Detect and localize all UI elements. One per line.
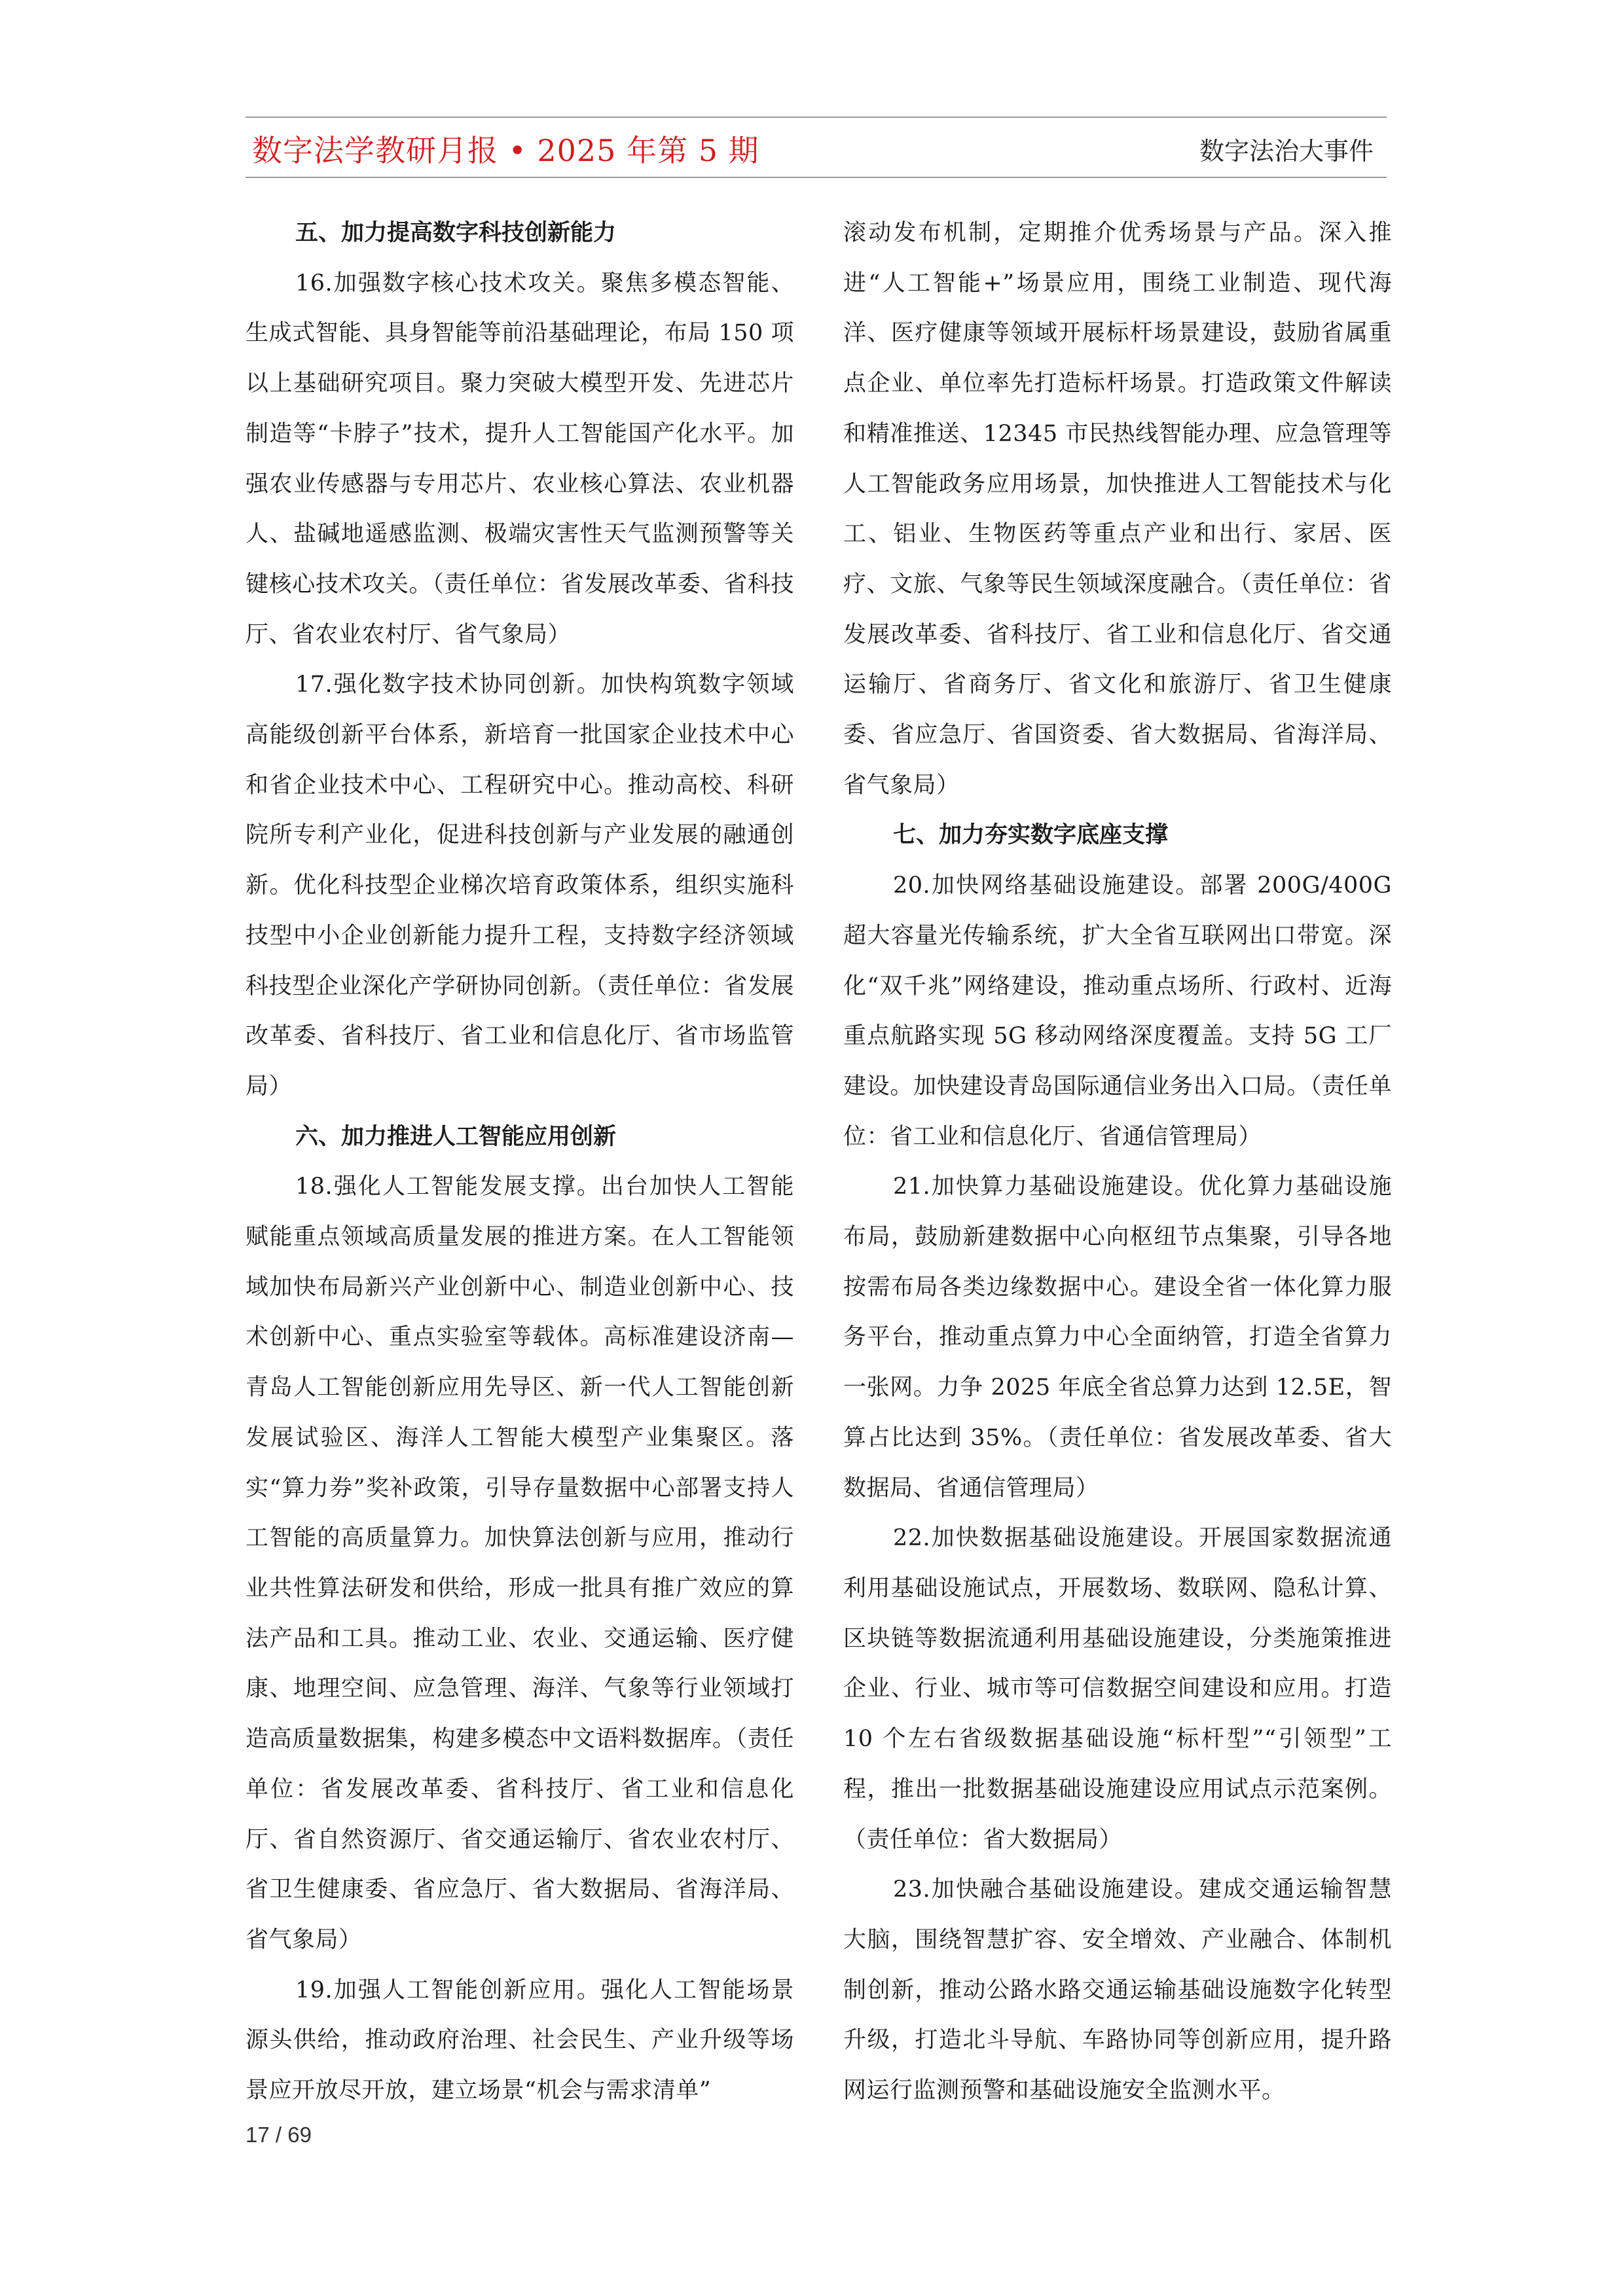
paragraph: 23.加快融合基础设施建设。建成交通运输智慧大脑，围绕智慧扩容、安全增效、产业融合、体制机制创新，推动公路水路交通运输基础设施数字化转型升级，打造北斗导航、车路协同等创新应用，提升路网运行监测预警和基础设施安全监测水平。 xyxy=(843,1876,1392,2104)
section-heading: 六、加力推进人工智能应用创新 xyxy=(295,1123,617,1150)
paragraph: 18.强化人工智能发展支撑。出台加快人工智能赋能重点领域高质量发展的推进方案。在人工智能领域加快布局新兴产业创新中心、制造业创新中心、技术创新中心、重点实验室等载体。高标准建设济南—青岛人工智能创新应用先导区、新一代人工智能创新发展试验区、海洋人工智能大模型产业集聚区。落实“算力券”奖补政策，引导存量数据中心部署支持人工智能的高质量算力。加快算法创新与应用，推动行业共性算法研发和供给，形成一批具有推广效应的算法产品和工具。推动工业、农业、交通运输、医疗健康、地理空间、应急管理、海洋、气象等行业领域打造高质量数据集，构建多模态中文语料数据库。（责任单位：省发展改革委、省科技厅、省工业和信息化厅、省自然资源厅、省交通运输厅、省农业农村厅、省卫生健康委、省应急厅、省大数据局、省海洋局、省气象局） xyxy=(246,1174,794,1953)
paragraph: 21.加快算力基础设施建设。优化算力基础设施布局，鼓励新建数据中心向枢纽节点集聚，引导各地按需布局各类边缘数据中心。建设全省一体化算力服务平台，推动重点算力中心全面纳管，打造全省算力一张网。力争 2025 年底全省总算力达到 12.5E，智算占比达到 35%。（责任单位：省发展改革委、省大数据局、省通信管理局） xyxy=(843,1174,1392,1501)
section-title: 数字法治大事件 xyxy=(1199,137,1374,166)
paragraph: 17.强化数字技术协同创新。加快构筑数字领域高能级创新平台体系，新培育一批国家企业技术中心和省企业技术中心、工程研究中心。推动高校、科研院所专利产业化，促进科技创新与产业发展的融通创新。优化科技型企业梯次培育政策体系，组织实施科技型中小企业创新能力提升工程，支持数字经济领域科技型企业深化产学研协同创新。（责任单位：省发展改革委、省科技厅、省工业和信息化厅、省市场监管局） xyxy=(246,672,794,1100)
journal-title: 数字法学教研月报 • 2025 年第 5 期 xyxy=(252,133,759,168)
right-column xyxy=(843,208,1392,2116)
page-header xyxy=(246,117,1387,178)
section-heading: 七、加力夯实数字底座支撑 xyxy=(893,822,1169,849)
paragraph: 20.加快网络基础设施建设。部署 200G/400G 超大容量光传输系统，扩大全省互联网出口带宽。深化“双千兆”网络建设，推动重点场所、行政村、近海重点航路实现 5G 移动网络深度覆盖。支持 5G 工厂建设。加快建设青岛国际通信业务出入口局。（责任单位：省工业和信息化厅、省通信管理局） xyxy=(843,872,1392,1150)
paragraph: 19.加强人工智能创新应用。强化人工智能场景源头供给，推动政府治理、社会民生、产业升级等场景应开放尽开放，建立场景“机会与需求清单” xyxy=(246,1977,794,2104)
paragraph: 16.加强数字核心技术攻关。聚焦多模态智能、生成式智能、具身智能等前沿基础理论，布局 150 项以上基础研究项目。聚力突破大模型开发、先进芯片制造等“卡脖子”技术，提升人工智能国产化水平。加强农业传感器与专用芯片、农业核心算法、农业机器人、盐碱地遥感监测、极端灾害性天气监测预警等关键核心技术攻关。（责任单位：省发展改革委、省科技厅、省农业农村厅、省气象局） xyxy=(246,270,794,648)
page-number: 17 / 69 xyxy=(246,2123,312,2147)
section-heading: 五、加力提高数字科技创新能力 xyxy=(295,220,617,246)
left-column xyxy=(246,208,794,2116)
paragraph: 22.加快数据基础设施建设。开展国家数据流通利用基础设施试点，开展数场、数联网、隐私计算、区块链等数据流通利用基础设施建设，分类施策推进企业、行业、城市等可信数据空间建设和应用。打造 10 个左右省级数据基础设施“标杆型”“引领型”工程，推出一批数据基础设施建设应用试点示范案例。（责任单位：省大数据局） xyxy=(843,1525,1392,1853)
paragraph-continuation: 滚动发布机制，定期推介优秀场景与产品。深入推进“人工智能+”场景应用，围绕工业制造、现代海洋、医疗健康等领域开展标杆场景建设，鼓励省属重点企业、单位率先打造标杆场景。打造政策文件解读和精准推送、12345 市民热线智能办理、应急管理等人工智能政务应用场景，加快推进人工智能技术与化工、铝业、生物医药等重点产业和出行、家居、医疗、文旅、气象等民生领域深度融合。（责任单位：省发展改革委、省科技厅、省工业和信息化厅、省交通运输厅、省商务厅、省文化和旅游厅、省卫生健康委、省应急厅、省国资委、省大数据局、省海洋局、省气象局） xyxy=(843,220,1392,798)
